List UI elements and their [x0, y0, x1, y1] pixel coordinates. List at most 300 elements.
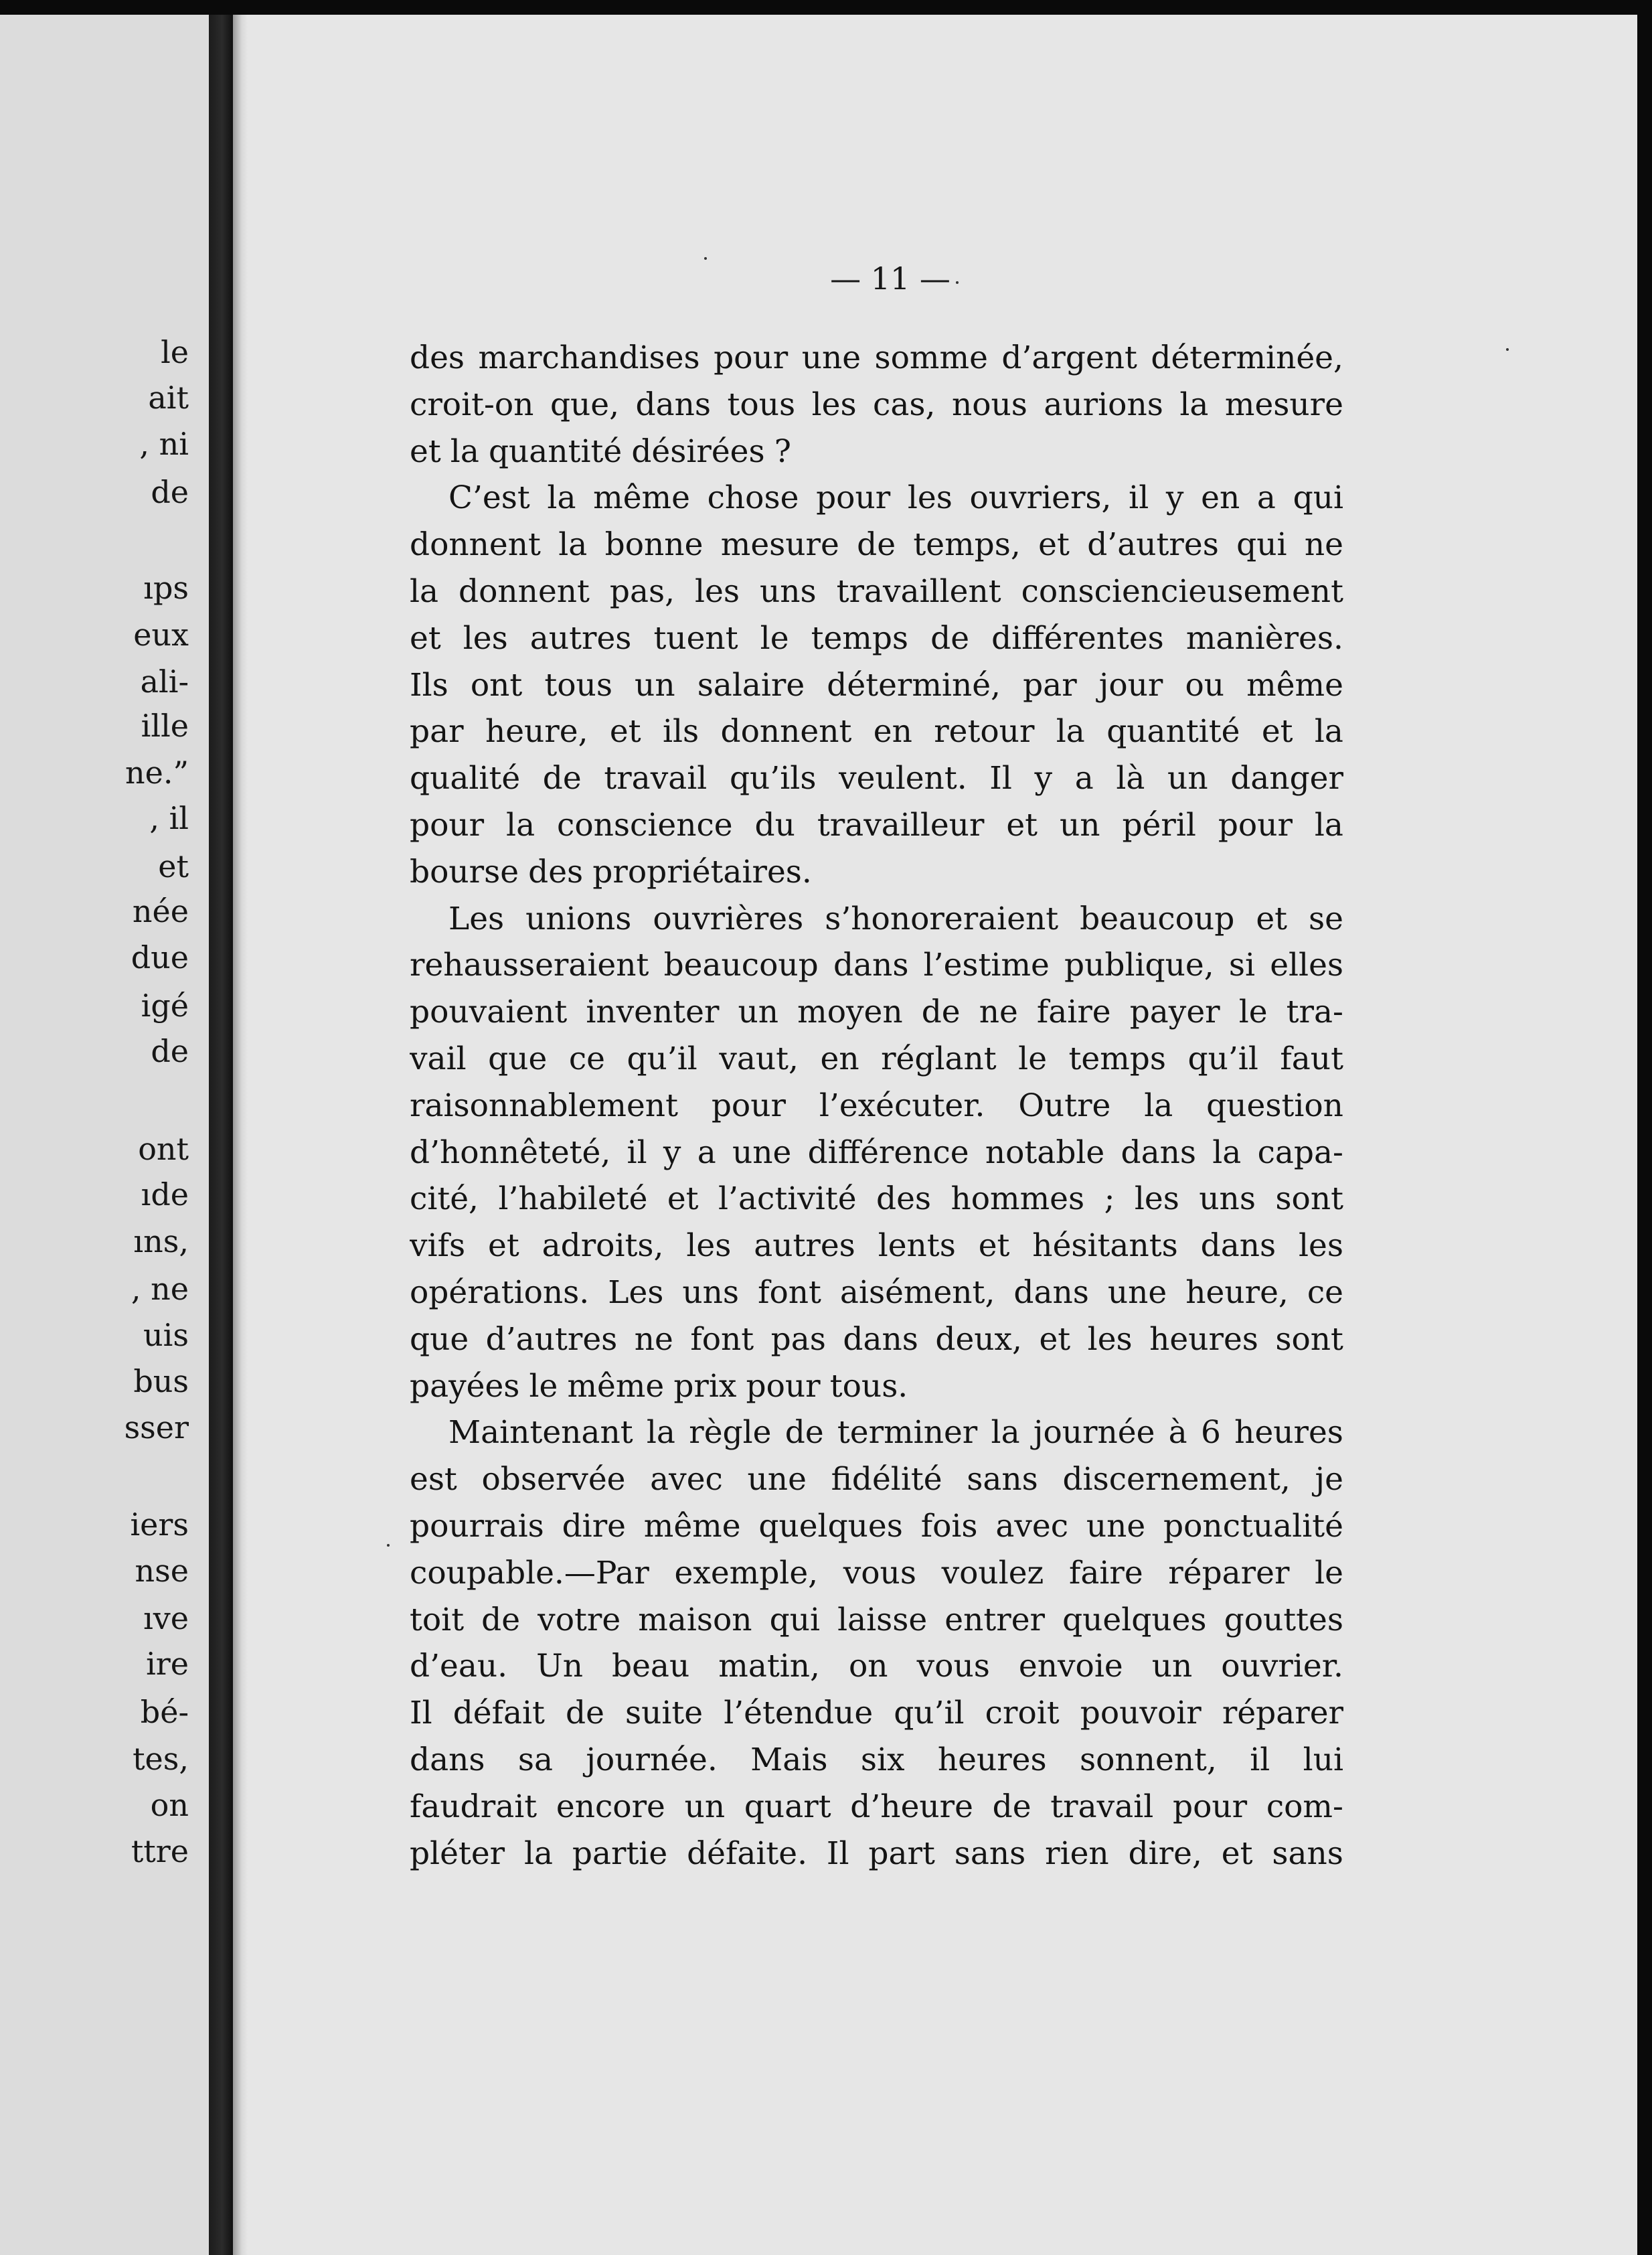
word: mesure: [1224, 386, 1343, 423]
word: par: [1023, 666, 1077, 704]
word: com-: [1266, 1788, 1343, 1825]
word: matin,: [718, 1648, 820, 1685]
word: que: [488, 1040, 548, 1077]
word: les: [907, 479, 953, 517]
word: donnent: [459, 572, 590, 610]
word: unions: [525, 900, 632, 937]
word: la: [1056, 713, 1085, 751]
word: de: [930, 619, 970, 657]
word: mesure: [720, 526, 839, 564]
word: un: [635, 666, 675, 704]
word: l’exécuter.: [819, 1087, 985, 1124]
word: sans: [1272, 1835, 1343, 1872]
word: Les: [448, 900, 505, 937]
word: a: [1256, 479, 1276, 517]
word: est: [410, 1461, 457, 1498]
word: des: [876, 1180, 932, 1218]
word: désirées: [631, 433, 765, 470]
word: discernement,: [1062, 1461, 1291, 1498]
word: et: [1256, 900, 1288, 937]
word: partie: [572, 1835, 668, 1872]
word: dans: [410, 1741, 485, 1778]
word: sans: [967, 1461, 1038, 1498]
word: pour: [711, 1087, 786, 1124]
word: quart: [744, 1788, 831, 1825]
previous-page-fragment: iers: [130, 1506, 189, 1543]
text-line: [410, 1083, 1343, 1130]
word: temps: [1068, 1040, 1167, 1077]
word: de: [921, 994, 961, 1031]
word: tra-: [1286, 994, 1343, 1031]
word: capa-: [1257, 1134, 1343, 1171]
word: votre: [538, 1601, 621, 1638]
word: pour: [746, 1367, 821, 1405]
word: publique,: [1064, 947, 1214, 984]
word: adroits,: [542, 1227, 664, 1265]
text-line: [410, 1831, 1343, 1877]
word: la: [523, 1835, 554, 1872]
word: autres: [754, 1227, 855, 1265]
word: en: [820, 1040, 859, 1077]
word: pas,: [609, 572, 675, 610]
word: en: [1201, 479, 1240, 517]
word: ?: [774, 433, 791, 470]
text-line: [410, 849, 1343, 896]
word: différence: [807, 1134, 969, 1171]
word: heure,: [485, 713, 588, 751]
word: avec: [995, 1507, 1069, 1545]
previous-page-fragment: ıps: [143, 570, 189, 606]
word: ou: [1185, 666, 1225, 704]
word: et: [1221, 1835, 1253, 1872]
text-line: [410, 1456, 1343, 1503]
word: un: [1059, 806, 1100, 844]
previous-page-fragment: ille: [141, 708, 189, 744]
word: qu’ils: [729, 760, 817, 797]
word: gouttes: [1224, 1601, 1343, 1638]
text-line: [410, 335, 1343, 382]
word: Il: [826, 1835, 849, 1872]
word: beaucoup: [663, 947, 819, 984]
word: faire: [1036, 994, 1111, 1031]
word: la: [1314, 713, 1343, 751]
word: ouvriers,: [969, 479, 1112, 517]
word: faudrait: [410, 1788, 538, 1825]
word: donnent: [410, 526, 541, 564]
word: et: [1039, 1320, 1071, 1358]
word: par: [410, 713, 464, 751]
word: ils: [662, 713, 699, 751]
word: la: [991, 1414, 1020, 1452]
word: je: [1315, 1461, 1343, 1498]
previous-page-fragment: , il: [149, 800, 189, 836]
word: même: [567, 1367, 665, 1405]
word: entrer: [944, 1601, 1045, 1638]
word: ne: [634, 1320, 673, 1358]
word: qui: [769, 1601, 820, 1638]
word: la: [646, 1414, 675, 1452]
word: on: [849, 1648, 888, 1685]
previous-page-fragment: bus: [133, 1363, 189, 1399]
word: il: [627, 1134, 647, 1171]
word: Un: [536, 1648, 583, 1685]
word: sans: [954, 1835, 1026, 1872]
word: les: [811, 386, 857, 423]
text-line: [410, 1503, 1343, 1550]
scan-border-right: [1637, 0, 1652, 2255]
word: le: [1238, 994, 1268, 1031]
word: uns: [1199, 1180, 1256, 1218]
scan-speck: [387, 1544, 390, 1547]
word: la: [450, 433, 479, 470]
word: et: [410, 619, 441, 657]
text-line: [410, 896, 1343, 943]
word: d’heure: [850, 1788, 973, 1825]
previous-page-fragment: le: [161, 334, 189, 370]
word: les: [1134, 1180, 1179, 1218]
word: somme: [874, 339, 988, 376]
word: observée: [481, 1461, 626, 1498]
word: qui: [1236, 526, 1287, 564]
word: déterminée,: [1151, 339, 1343, 376]
previous-page-fragment: bé-: [140, 1694, 189, 1730]
word: encore: [556, 1788, 665, 1825]
word: y: [1034, 760, 1053, 797]
word: d’honnêteté,: [410, 1134, 611, 1171]
word: envoie: [1018, 1648, 1123, 1685]
word: payées: [410, 1367, 520, 1405]
word: quelques: [758, 1507, 903, 1545]
text-line: [410, 615, 1343, 662]
word: pour: [1218, 806, 1293, 844]
word: hésitants: [1032, 1227, 1178, 1265]
text-line: [410, 475, 1343, 522]
previous-page-fragment: ıde: [141, 1176, 189, 1213]
word: a: [1074, 760, 1094, 797]
word: Il: [989, 760, 1012, 797]
word: veulent.: [839, 760, 967, 797]
word: terminer: [837, 1414, 978, 1452]
word: hommes: [951, 1180, 1085, 1218]
word: cité,: [410, 1180, 479, 1218]
word: réglant: [881, 1040, 997, 1077]
word: règle: [689, 1414, 772, 1452]
word: Ils: [410, 666, 448, 704]
word: de: [992, 1788, 1031, 1825]
word: suite: [625, 1695, 704, 1732]
word: font: [758, 1273, 821, 1311]
word: des: [410, 339, 465, 376]
word: là: [1116, 760, 1145, 797]
word: pour: [714, 339, 789, 376]
word: travailleur: [817, 806, 985, 844]
text-line: [410, 1550, 1343, 1597]
previous-page-fragment: ont: [138, 1131, 189, 1167]
word: manières.: [1185, 619, 1343, 657]
text-line: [410, 708, 1343, 755]
word: défaite.: [687, 1835, 808, 1872]
text-line: [410, 1597, 1343, 1644]
word: que: [410, 1320, 469, 1358]
word: bonne: [604, 526, 704, 564]
word: réparer: [1222, 1695, 1343, 1732]
word: laisse: [837, 1601, 928, 1638]
word: de: [857, 526, 896, 564]
word: péril: [1122, 806, 1196, 844]
word: les: [1087, 1320, 1133, 1358]
text-line: [410, 662, 1343, 709]
word: la: [1144, 1087, 1173, 1124]
scan-border-top: [0, 0, 1652, 15]
previous-page-fragment: tes,: [133, 1741, 189, 1777]
word: même: [593, 479, 690, 517]
word: des: [528, 853, 584, 890]
word: dans: [1200, 1227, 1276, 1265]
word: s’honoreraient: [825, 900, 1059, 937]
previous-page-fragment: ttre: [131, 1833, 189, 1869]
word: ne: [1304, 526, 1343, 564]
word: une: [1107, 1273, 1167, 1311]
text-line: [410, 1130, 1343, 1176]
word: heures: [1149, 1320, 1258, 1358]
word: si: [1228, 947, 1255, 984]
word: marchandises: [478, 339, 700, 376]
word: fois: [920, 1507, 978, 1545]
word: moyen: [797, 994, 903, 1031]
word: pourrais: [410, 1507, 544, 1545]
word: dans: [833, 947, 909, 984]
word: y: [663, 1134, 681, 1171]
word: font: [690, 1320, 754, 1358]
word: et: [410, 433, 441, 470]
previous-page-fragment: ne.”: [125, 755, 189, 791]
word: deux,: [935, 1320, 1022, 1358]
previous-page-fragment: igé: [141, 988, 189, 1024]
word: l’habileté: [498, 1180, 648, 1218]
word: journée.: [586, 1741, 718, 1778]
word: de: [542, 760, 582, 797]
word: la: [1179, 386, 1209, 423]
word: y: [1165, 479, 1184, 517]
word: dans: [843, 1320, 918, 1358]
word: défait: [452, 1695, 545, 1732]
word: Mais: [750, 1741, 828, 1778]
word: toit: [410, 1601, 465, 1638]
word: en: [873, 713, 912, 751]
word: croit-on: [410, 386, 534, 423]
word: dire,: [1128, 1835, 1202, 1872]
previous-page-fragment: , ni: [139, 426, 189, 462]
word: et: [1038, 526, 1070, 564]
previous-page-fragment: sser: [124, 1409, 189, 1446]
word: pléter: [410, 1835, 505, 1872]
word: ont: [470, 666, 523, 704]
word: un: [1151, 1648, 1193, 1685]
word: et: [1261, 713, 1293, 751]
word: sa: [517, 1741, 553, 1778]
word: il: [1129, 479, 1149, 517]
word: pas: [770, 1320, 826, 1358]
previous-page-fragment: ali-: [140, 664, 189, 700]
word: qu’il: [1187, 1040, 1258, 1077]
word: retour: [934, 713, 1035, 751]
word: quantité: [488, 433, 623, 470]
text-line: [410, 1690, 1343, 1737]
word: travaillent: [836, 572, 1001, 610]
word: question: [1206, 1087, 1343, 1124]
word: dans: [1013, 1273, 1089, 1311]
word: payer: [1129, 994, 1220, 1031]
word: pour: [1172, 1788, 1248, 1825]
word: Outre: [1018, 1087, 1111, 1124]
word: exemple,: [674, 1554, 819, 1591]
word: dire: [562, 1507, 626, 1545]
word: Maintenant: [448, 1414, 633, 1452]
word: aisément,: [839, 1273, 995, 1311]
word: bourse: [410, 853, 519, 890]
word: se: [1309, 900, 1343, 937]
previous-page-fragment: ait: [148, 380, 189, 416]
word: que,: [550, 386, 620, 423]
previous-page-fragment: ıve: [143, 1600, 189, 1636]
word: qu’il: [627, 1040, 697, 1077]
word: une: [732, 1134, 792, 1171]
word: ouvrières: [653, 900, 804, 937]
word: opérations.: [410, 1273, 590, 1311]
word: inventer: [586, 994, 720, 1031]
word: une: [747, 1461, 807, 1498]
word: fidélité: [831, 1461, 942, 1498]
word: même: [643, 1507, 741, 1545]
previous-page-fragment: et: [158, 848, 189, 884]
word: Il: [410, 1695, 432, 1732]
word: consciencieusement: [1021, 572, 1343, 610]
word: Les: [608, 1273, 664, 1311]
word: les: [1299, 1227, 1343, 1265]
word: temps,: [913, 526, 1021, 564]
word: jour: [1098, 666, 1163, 704]
text-line: [410, 382, 1343, 429]
word: et: [488, 1227, 519, 1265]
word: la: [547, 479, 576, 517]
word: de: [481, 1601, 521, 1638]
word: et: [978, 1227, 1010, 1265]
word: l’étendue: [724, 1695, 874, 1732]
word: la: [1314, 806, 1343, 844]
word: à: [1168, 1414, 1187, 1452]
word: sonnent,: [1079, 1741, 1217, 1778]
word: qui: [1293, 479, 1343, 517]
word: temps: [811, 619, 909, 657]
word: d’autres: [485, 1320, 618, 1358]
word: différentes: [991, 619, 1164, 657]
word: nous: [951, 386, 1027, 423]
word: faut: [1280, 1040, 1343, 1077]
word: les: [686, 1227, 732, 1265]
word: l’estime: [923, 947, 1050, 984]
previous-page-fragment: ire: [146, 1646, 189, 1682]
word: qualité: [410, 760, 521, 797]
word: vifs: [410, 1227, 466, 1265]
word: heure,: [1185, 1273, 1289, 1311]
word: pouvoir: [1080, 1695, 1202, 1732]
word: tous: [727, 386, 796, 423]
text-line: [410, 522, 1343, 568]
word: un: [684, 1788, 726, 1825]
word: du: [754, 806, 795, 844]
word: l’activité: [718, 1180, 857, 1218]
word: et: [667, 1180, 699, 1218]
gutter-shadow: [233, 15, 248, 2255]
scan-speck: [956, 281, 959, 284]
word: uns: [759, 572, 817, 610]
text-line: [410, 1737, 1343, 1784]
word: tuent: [653, 619, 738, 657]
word: cas,: [873, 386, 936, 423]
word: les: [463, 619, 508, 657]
word: et: [1006, 806, 1038, 844]
word: réparer: [1168, 1554, 1290, 1591]
word: prix: [673, 1367, 737, 1405]
previous-page-fragment: ıns,: [133, 1223, 189, 1259]
word: salaire: [697, 666, 805, 704]
text-line: [410, 1409, 1343, 1456]
word: chose: [707, 479, 799, 517]
previous-page-fragment: eux: [133, 617, 189, 653]
word: donnent: [720, 713, 852, 751]
word: un: [1167, 760, 1208, 797]
previous-page-edge: [0, 15, 209, 2255]
word: conscience: [557, 806, 733, 844]
word: ce: [568, 1040, 605, 1077]
text-line: [410, 568, 1343, 615]
word: travail: [1050, 1788, 1154, 1825]
word: la: [1212, 1134, 1242, 1171]
word: la: [410, 572, 439, 610]
previous-page-fragment: on: [150, 1787, 189, 1823]
word: pour: [410, 806, 485, 844]
text-line: [410, 1363, 1343, 1410]
word: ne: [979, 994, 1018, 1031]
previous-page-fragment: due: [131, 939, 189, 976]
scan-speck: [1506, 348, 1509, 351]
word: lents: [878, 1227, 956, 1265]
previous-page-fragment: née: [132, 893, 189, 929]
word: beaucoup: [1080, 900, 1235, 937]
word: une: [801, 339, 861, 376]
word: quantité: [1106, 713, 1240, 751]
previous-page-fragment: uis: [143, 1317, 189, 1353]
previous-page-fragment: de: [151, 1033, 189, 1069]
word: lui: [1303, 1741, 1343, 1778]
word: le: [1315, 1554, 1343, 1591]
word: faire: [1068, 1554, 1143, 1591]
word: a: [697, 1134, 716, 1171]
word: dans: [635, 386, 712, 423]
word: C’est: [448, 479, 530, 517]
text-line: [410, 802, 1343, 849]
word: de: [566, 1695, 604, 1732]
word: vous: [916, 1648, 990, 1685]
word: pour: [816, 479, 891, 517]
word: raisonnablement: [410, 1087, 678, 1124]
word: croit: [985, 1695, 1060, 1732]
word: sont: [1275, 1180, 1343, 1218]
word: 6: [1200, 1414, 1221, 1452]
word: beau: [612, 1648, 690, 1685]
previous-page-fragment: nse: [135, 1553, 189, 1589]
word: une: [1086, 1507, 1146, 1545]
